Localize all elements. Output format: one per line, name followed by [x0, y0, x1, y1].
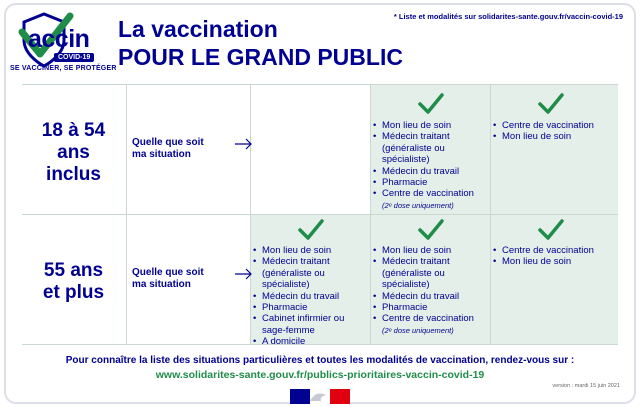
list-item: spécialiste) — [262, 279, 310, 291]
arrow-right-icon — [234, 138, 254, 150]
list-item: • Mon lieu de soin — [493, 131, 594, 142]
list-item: • Mon lieu de soin — [373, 245, 474, 256]
row1-col2-blank — [251, 85, 370, 214]
situation-row1: Quelle que soit ma situation — [132, 137, 204, 160]
table-top-rule — [22, 84, 618, 85]
list-item: • A domicile — [253, 336, 344, 347]
list-item: • Médecin du travail — [253, 291, 344, 302]
check-icon — [537, 92, 565, 116]
source-note: * Liste et modalités sur solidarites-sante.gouv.fr/vaccin-covid-19 — [393, 12, 623, 21]
situation-row2: Quelle que soit ma situation — [132, 267, 204, 290]
list-item: • Mon lieu de soin — [373, 120, 474, 131]
list-item: • Médecin du travail — [373, 166, 474, 177]
col-divider-2 — [250, 84, 251, 344]
check-icon — [417, 92, 445, 116]
list-item: • Médecin du travail — [373, 291, 474, 302]
list-item: • Centre de vaccination — [373, 188, 474, 199]
list-item: • Médecin traitant — [253, 256, 344, 267]
age-group-55-plus: 55 ans et plus — [42, 260, 105, 303]
list-item: (2ᵉ dose uniquement) — [382, 325, 454, 335]
row2-col2-list — [253, 245, 344, 348]
title-line-1: La vaccination — [118, 16, 278, 42]
footer-link[interactable]: www.solidarites-sante.gouv.fr/publics-prioritaires-vaccin-covid-19 — [155, 369, 485, 381]
list-item: • Cabinet infirmier ou — [253, 313, 344, 324]
list-item: • Pharmacie — [373, 302, 474, 313]
row1-col4-list — [493, 120, 594, 143]
title-line-2: POUR LE GRAND PUBLIC — [118, 44, 403, 70]
list-item: (généraliste ou — [262, 267, 325, 279]
row2-col3-list — [373, 245, 474, 336]
col-divider-1 — [126, 84, 127, 344]
list-item: • Pharmacie — [253, 302, 344, 313]
col-divider-3 — [370, 84, 371, 344]
check-icon — [297, 218, 325, 242]
version-label: version : mardi 15 juin 2021 — [552, 383, 620, 389]
list-item: spécialiste) — [382, 279, 430, 291]
list-item: (généraliste ou — [382, 267, 445, 279]
row2-col4-list — [493, 245, 594, 268]
logo-word: accin — [28, 25, 90, 53]
list-item: • Médecin traitant — [373, 256, 474, 267]
republique-francaise-logo — [290, 389, 350, 404]
list-item: spécialiste) — [382, 154, 430, 166]
list-item: • Mon lieu de soin — [493, 256, 594, 267]
list-item: (généraliste ou — [382, 142, 445, 154]
col-divider-4 — [490, 84, 491, 344]
list-item: (2ᵉ dose uniquement) — [382, 200, 454, 210]
table-row-divider — [22, 214, 618, 215]
list-item: • Médecin traitant — [373, 131, 474, 142]
logo-badge: COVID-19 — [54, 53, 94, 62]
age-group-18-54: 18 à 54 ans inclus — [41, 120, 106, 185]
logo-tagline: SE VACCINER, SE PROTÉGER — [10, 65, 117, 72]
footer-instructions: Pour connaître la liste des situations particulières et toutes les modalités de vaccination, rendez-vous sur : — [65, 355, 575, 366]
list-item: • Centre de vaccination — [493, 245, 594, 256]
row1-col3-list — [373, 120, 474, 211]
arrow-right-icon — [234, 268, 254, 280]
list-item: • Pharmacie — [373, 177, 474, 188]
list-item: • Centre de vaccination — [493, 120, 594, 131]
list-item: sage-femme — [262, 324, 315, 336]
list-item: • Centre de vaccination — [373, 313, 474, 324]
list-item: • Mon lieu de soin — [253, 245, 344, 256]
check-icon — [537, 218, 565, 242]
check-icon — [417, 218, 445, 242]
